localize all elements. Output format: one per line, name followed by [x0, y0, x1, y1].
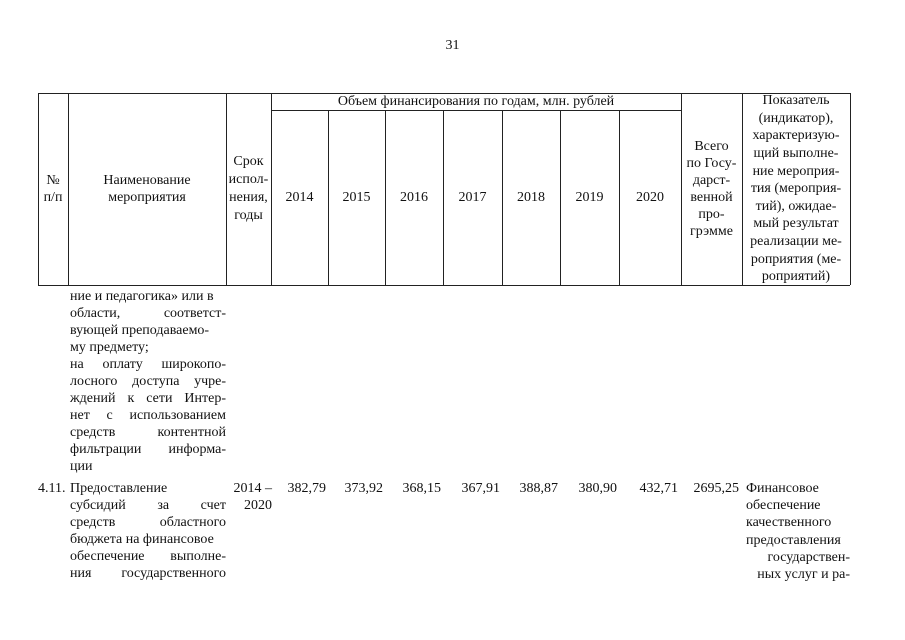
continued-text-line: нет с использованием: [70, 408, 226, 423]
row-indicator-line: государствен-: [767, 549, 850, 565]
row-name-line: Предоставление: [70, 481, 168, 496]
row-indicator: [746, 480, 850, 583]
continued-text-line: ции: [70, 459, 93, 474]
header-funding-group: Объем финансирования по годам, млн. рублей: [337, 94, 615, 109]
header-num: № п/п: [43, 173, 63, 205]
row-term: 2014 – 2020: [233, 481, 272, 513]
row-total: 2695,25: [693, 481, 739, 496]
continued-text-line: фильтрации информа-: [70, 442, 226, 457]
header-name: Наименование мероприятия: [103, 173, 191, 205]
header-year-2020: 2020: [636, 189, 664, 205]
row-indicator-line: Финансовое: [746, 481, 819, 496]
header-year-2019: 2019: [575, 189, 604, 205]
row-name-line: ния государственного: [70, 566, 226, 581]
header-total: Всего по Госу- дарст- венной про- грэмме: [686, 139, 737, 239]
header-year-2016: 2016: [400, 189, 428, 205]
row-indicator-line: предоставления: [746, 532, 841, 548]
page-number: 31: [445, 38, 460, 53]
row-indicator-line: качественного: [746, 515, 832, 531]
continued-text-line: ждений к сети Интер-: [70, 391, 226, 406]
row-value-2016: 368,15: [402, 481, 441, 496]
continued-text-line: средств контентной: [70, 425, 226, 440]
header-indicator: Показатель (индикатор), характеризую- щий выполне- ние мероприя- тия (мероприя- тий), ожидае- мый результат реализации ме- роприятия (ме- роприятий): [750, 93, 842, 285]
continued-text-line: вующей преподаваемо-: [70, 323, 210, 338]
row-value-2019: 380,90: [578, 481, 617, 496]
row-value-2020: 432,71: [639, 481, 678, 496]
continued-text-line: ние и педагогика» или в: [70, 289, 214, 304]
table-right-border: [850, 93, 851, 285]
continued-text-line: му предмету;: [70, 340, 149, 355]
continued-text-line: на оплату широкопо-: [70, 357, 226, 372]
row-name-line: субсидий за счет: [70, 498, 226, 513]
header-bottom-border: [38, 285, 850, 286]
header-year-2017: 2017: [458, 189, 487, 205]
row-number: 4.11.: [38, 481, 66, 496]
row-name: [70, 480, 226, 582]
row-indicator-line: ных услуг и ра-: [757, 567, 850, 583]
header-year-2015: 2015: [342, 189, 371, 205]
row-indicator-line: обеспечение: [746, 498, 821, 514]
row-value-2014: 382,79: [287, 481, 326, 496]
header-term: Срок испол- нения, годы: [228, 154, 269, 223]
header-year-2018: 2018: [517, 189, 545, 205]
row-value-2017: 367,91: [461, 481, 500, 496]
row-value-2015: 373,92: [344, 481, 383, 496]
row-name-line: обеспечение выполне-: [70, 549, 226, 564]
header-year-2014: 2014: [285, 189, 314, 205]
row-name-line: средств областного: [70, 515, 226, 530]
continued-text-line: области, соответст-: [70, 306, 226, 321]
continued-text-line: лосного доступа учре-: [70, 374, 226, 389]
row-value-2018: 388,87: [519, 481, 558, 496]
row-name-line: бюджета на финансовое: [70, 532, 214, 547]
